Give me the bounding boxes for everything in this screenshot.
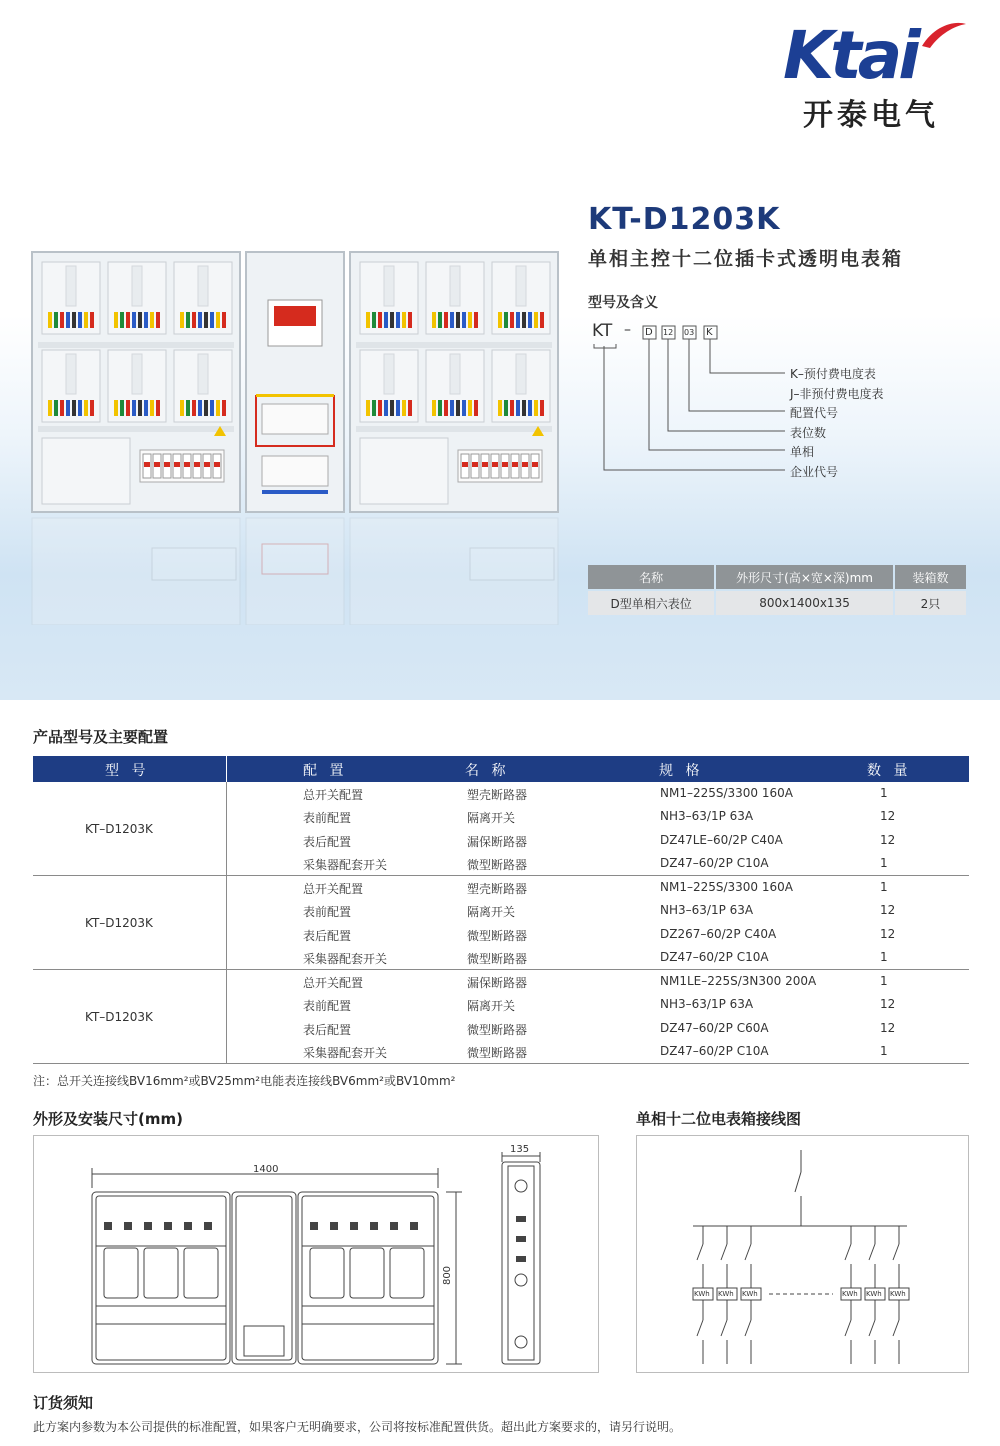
config-table-header — [33, 756, 969, 782]
config-cell: 表后配置 — [303, 835, 352, 849]
config-cell: DZ47–60/2P C60A — [660, 1021, 769, 1035]
brand-logo — [783, 16, 968, 133]
product-title: KT-D1203K — [588, 202, 781, 237]
model-item-1: K–预付费电度表 — [790, 367, 876, 381]
config-cell: 表后配置 — [303, 929, 352, 943]
config-cell: 漏保断路器 — [467, 835, 528, 849]
model-item-4: 表位数 — [790, 426, 827, 440]
model-code-box-4: K — [706, 327, 713, 338]
config-section-title: 产品型号及主要配置 — [33, 728, 169, 746]
config-cell: 总开关配置 — [303, 976, 364, 990]
table-row — [33, 946, 969, 969]
spec-cell-size: 800x1400x135 — [716, 591, 893, 615]
model-code-box-3: 03 — [684, 328, 695, 337]
model-item-5: 单相 — [790, 445, 815, 459]
wiring-schematic — [637, 1136, 970, 1374]
config-cell: 表后配置 — [303, 1023, 352, 1037]
config-cell: 1 — [880, 856, 888, 870]
table-row — [33, 923, 969, 946]
meter-label: KWh — [742, 1290, 758, 1298]
config-cell: 12 — [880, 927, 896, 941]
spec-header-size: 外形尺寸(高×宽×深)mm — [716, 565, 893, 589]
table-row — [33, 970, 969, 993]
brand-wordmark: Ktai — [783, 17, 917, 94]
model-code-diagram — [588, 318, 968, 488]
table-row — [33, 1017, 969, 1040]
meter-label: KWh — [718, 1290, 734, 1298]
config-cell: 隔离开关 — [467, 905, 516, 919]
model-code-box-1: D — [645, 327, 653, 338]
product-subtitle: 单相主控十二位插卡式透明电表箱 — [588, 248, 904, 270]
config-cell: 表前配置 — [303, 999, 352, 1013]
config-header-spec: 规 格 — [659, 763, 704, 779]
product-photo — [30, 250, 560, 515]
spec-table — [586, 563, 968, 617]
wiring-section-title: 单相十二位电表箱接线图 — [636, 1110, 802, 1128]
width-dimension-label: 1400 — [253, 1164, 279, 1175]
outline-drawing — [34, 1136, 600, 1374]
config-cell: 1 — [880, 1044, 888, 1058]
config-cell: 12 — [880, 809, 896, 823]
config-group-2 — [33, 876, 969, 970]
table-row — [33, 876, 969, 899]
config-cell: 1 — [880, 786, 888, 800]
config-group-model: KT–D1203K — [85, 916, 153, 930]
config-cell: 塑壳断路器 — [467, 882, 528, 896]
table-row — [33, 899, 969, 922]
dimension-drawing — [33, 1135, 599, 1373]
config-cell: DZ47–60/2P C10A — [660, 1044, 769, 1058]
model-item-3: 配置代号 — [790, 406, 839, 420]
config-cell: NH3–63/1P 63A — [660, 903, 754, 917]
model-code-dash: – — [624, 322, 631, 338]
model-leader-lines — [588, 318, 968, 488]
config-cell: DZ47LE–60/2P C40A — [660, 833, 783, 847]
config-cell: DZ267–60/2P C40A — [660, 927, 777, 941]
spec-cell-name: D型单相六表位 — [588, 591, 714, 615]
product-photo-reflection — [30, 515, 560, 625]
config-cell: 表前配置 — [303, 811, 352, 825]
config-cell: 1 — [880, 880, 888, 894]
meter-label: KWh — [842, 1290, 858, 1298]
config-cell: NM1LE–225S/3N300 200A — [660, 974, 817, 988]
config-cell: 总开关配置 — [303, 882, 364, 896]
meter-label: KWh — [890, 1290, 906, 1298]
config-cell: 12 — [880, 903, 896, 917]
config-cell: 漏保断路器 — [467, 976, 528, 990]
depth-dimension-label: 135 — [510, 1144, 530, 1155]
config-cell: 12 — [880, 997, 896, 1011]
meter-label: KWh — [866, 1290, 882, 1298]
table-row — [33, 852, 969, 875]
height-dimension-label: 800 — [442, 1265, 454, 1286]
model-code-box-2: 12 — [663, 328, 674, 337]
dimension-section-title: 外形及安装尺寸(mm) — [33, 1110, 183, 1128]
config-group-model: KT–D1203K — [85, 1010, 153, 1024]
table-row — [33, 993, 969, 1016]
table-row — [33, 805, 969, 828]
config-cell: 12 — [880, 833, 896, 847]
spec-header-qty: 装箱数 — [895, 565, 966, 589]
order-title: 订货须知 — [33, 1394, 94, 1412]
wiring-note: 注：总开关连接线BV16mm²或BV25mm²电能表连接线BV6mm²或BV10mm² — [33, 1074, 456, 1088]
brand-name-cn: 开泰电气 — [803, 98, 939, 133]
config-cell: DZ47–60/2P C10A — [660, 950, 769, 964]
config-cell: 隔离开关 — [467, 811, 516, 825]
spec-cell-qty: 2只 — [895, 591, 966, 615]
config-cell: DZ47–60/2P C10A — [660, 856, 769, 870]
config-cell: 微型断路器 — [467, 858, 528, 872]
table-row — [33, 782, 969, 805]
config-cell: NH3–63/1P 63A — [660, 809, 754, 823]
config-cell: 塑壳断路器 — [467, 788, 528, 802]
config-group-3 — [33, 970, 969, 1064]
config-cell: NM1–225S/3300 160A — [660, 880, 793, 894]
meter-label: KWh — [694, 1290, 710, 1298]
table-row — [33, 829, 969, 852]
model-meaning-label: 型号及含义 — [588, 295, 658, 311]
config-cell: NH3–63/1P 63A — [660, 997, 754, 1011]
config-header-model: 型 号 — [105, 763, 150, 779]
config-cell: 采集器配套开关 — [303, 1046, 388, 1060]
model-item-6: 企业代号 — [790, 465, 839, 479]
config-header-config: 配 置 — [303, 763, 348, 779]
config-group-model: KT–D1203K — [85, 822, 153, 836]
order-text: 此方案内参数为本公司提供的标准配置，如果客户无明确要求，公司将按标准配置供货。超出此方案要求的，请另行说明。 — [33, 1420, 682, 1434]
swoosh-icon — [920, 20, 968, 50]
table-row — [33, 1040, 969, 1063]
config-cell: 1 — [880, 974, 888, 988]
config-cell: 微型断路器 — [467, 929, 528, 943]
config-group-1 — [33, 782, 969, 876]
config-cell: 隔离开关 — [467, 999, 516, 1013]
config-cell: 微型断路器 — [467, 952, 528, 966]
config-cell: 1 — [880, 950, 888, 964]
model-code-prefix: KT — [592, 321, 613, 341]
config-cell: NM1–225S/3300 160A — [660, 786, 793, 800]
spec-header-name: 名称 — [588, 565, 714, 589]
config-cell: 微型断路器 — [467, 1023, 528, 1037]
config-header-name: 名 称 — [465, 763, 510, 779]
model-item-2: J–非预付费电度表 — [790, 387, 884, 401]
config-cell: 表前配置 — [303, 905, 352, 919]
config-cell: 采集器配套开关 — [303, 952, 388, 966]
config-cell: 采集器配套开关 — [303, 858, 388, 872]
config-header-qty: 数 量 — [867, 763, 912, 779]
wiring-diagram — [636, 1135, 969, 1373]
config-cell: 微型断路器 — [467, 1046, 528, 1060]
config-cell: 总开关配置 — [303, 788, 364, 802]
config-cell: 12 — [880, 1021, 896, 1035]
